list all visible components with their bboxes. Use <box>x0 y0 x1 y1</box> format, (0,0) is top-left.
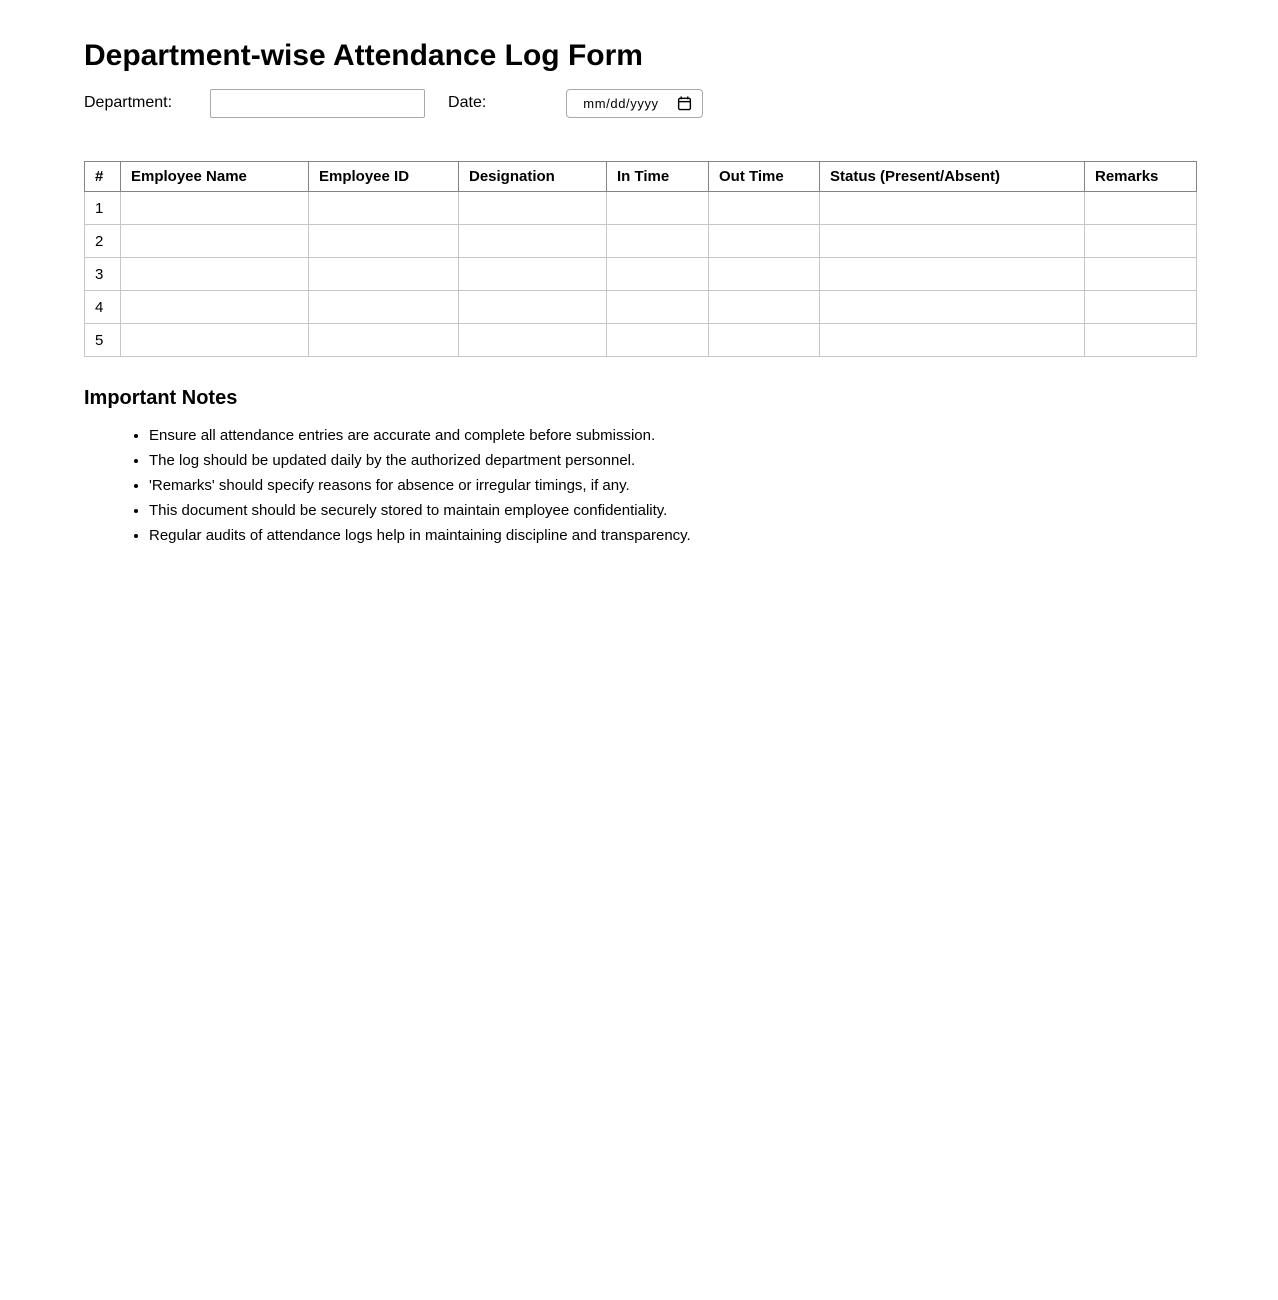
attendance-table <box>84 161 1197 357</box>
cell-remarks <box>1085 192 1197 225</box>
column-header-designation: Designation <box>459 162 607 192</box>
column-header-remarks: Remarks <box>1085 162 1197 192</box>
cell-designation <box>459 291 607 324</box>
cell-remarks <box>1085 324 1197 357</box>
table-row <box>85 225 1197 258</box>
cell-status <box>820 192 1085 225</box>
notes-heading: Important Notes <box>84 387 238 409</box>
note-item: • The log should be updated daily by the authorized department personnel. <box>149 448 1195 473</box>
column-header-employee-id: Employee ID <box>309 162 459 192</box>
cell-remarks <box>1085 258 1197 291</box>
cell-employee-id <box>309 324 459 357</box>
note-item: • Ensure all attendance entries are accurate and complete before submission. <box>149 423 1195 448</box>
calendar-icon[interactable] <box>677 96 692 111</box>
cell-designation <box>459 225 607 258</box>
notes-list <box>84 423 1195 548</box>
cell-out-time <box>709 291 820 324</box>
cell-in-time <box>607 192 709 225</box>
department-label: Department: <box>84 94 173 111</box>
cell-in-time <box>607 324 709 357</box>
form-row <box>84 88 1195 118</box>
column-header-status: Status (Present/Absent) <box>820 162 1085 192</box>
cell-designation <box>459 258 607 291</box>
cell-out-time <box>709 324 820 357</box>
cell-status <box>820 324 1085 357</box>
cell-in-time <box>607 225 709 258</box>
cell-status <box>820 225 1085 258</box>
cell-employee-name <box>121 258 309 291</box>
cell-employee-name <box>121 192 309 225</box>
date-label: Date: <box>448 94 487 111</box>
table-row <box>85 192 1197 225</box>
cell-employee-name <box>121 225 309 258</box>
table-row <box>85 324 1197 357</box>
cell-remarks <box>1085 291 1197 324</box>
column-header-employee-name: Employee Name <box>121 162 309 192</box>
cell-employee-id <box>309 225 459 258</box>
note-item: • 'Remarks' should specify reasons for absence or irregular timings, if any. <box>149 473 1195 498</box>
cell-employee-name <box>121 324 309 357</box>
cell-status <box>820 291 1085 324</box>
page-title: Department-wise Attendance Log Form <box>84 39 643 72</box>
date-input[interactable] <box>566 89 703 118</box>
department-input[interactable] <box>210 89 425 118</box>
cell-employee-name <box>121 291 309 324</box>
note-item: • Regular audits of attendance logs help in maintaining discipline and transparency. <box>149 523 1195 548</box>
cell-remarks <box>1085 225 1197 258</box>
column-header-out-time: Out Time <box>709 162 820 192</box>
date-placeholder: mm/dd/yyyy <box>583 95 659 111</box>
table-row <box>85 258 1197 291</box>
cell-status <box>820 258 1085 291</box>
cell-employee-id <box>309 192 459 225</box>
table-row <box>85 291 1197 324</box>
cell-designation <box>459 324 607 357</box>
row-number-cell: 3 <box>85 258 121 291</box>
note-item: • This document should be securely stored to maintain employee confidentiality. <box>149 498 1195 523</box>
row-number-cell: 2 <box>85 225 121 258</box>
cell-out-time <box>709 192 820 225</box>
column-header-index: # <box>85 162 121 192</box>
cell-employee-id <box>309 258 459 291</box>
row-number-cell: 5 <box>85 324 121 357</box>
cell-out-time <box>709 258 820 291</box>
cell-designation <box>459 192 607 225</box>
cell-in-time <box>607 291 709 324</box>
row-number-cell: 1 <box>85 192 121 225</box>
column-header-in-time: In Time <box>607 162 709 192</box>
cell-in-time <box>607 258 709 291</box>
cell-employee-id <box>309 291 459 324</box>
table-header-row <box>85 162 1197 192</box>
row-number-cell: 4 <box>85 291 121 324</box>
cell-out-time <box>709 225 820 258</box>
